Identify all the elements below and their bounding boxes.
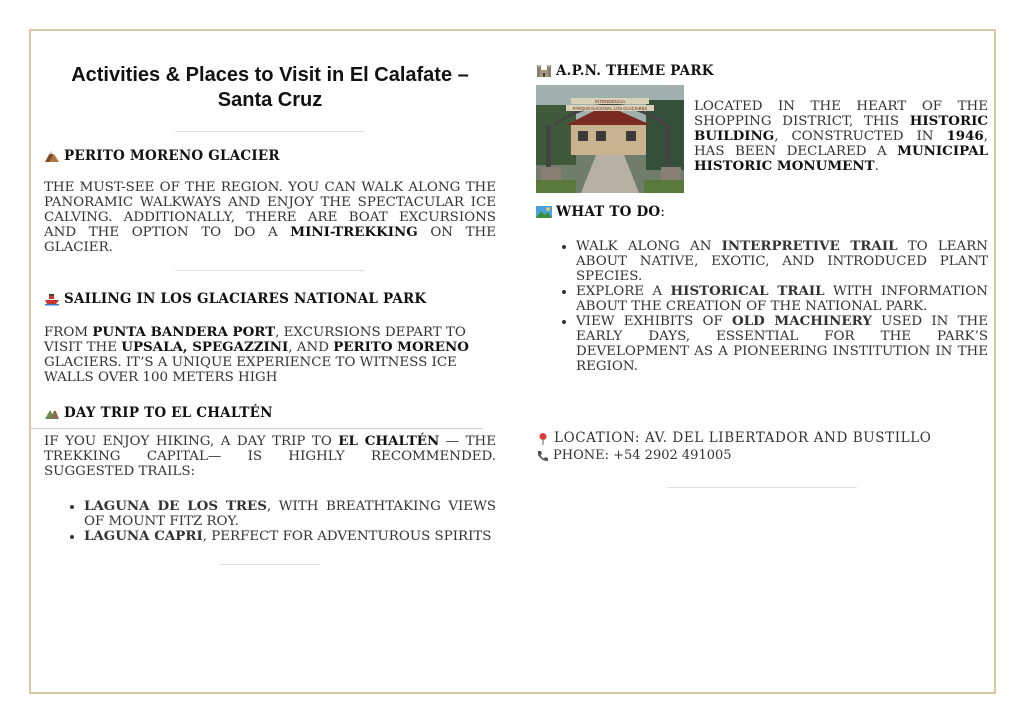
castle-icon [536,64,552,78]
section-heading-apn-theme-park [536,63,988,79]
page-title: Activities & Places to Visit in El Calafate – Santa Cruz [71,64,469,111]
photo-sign-text: PARQUE NACIONAL LOS GLACIARES [572,106,648,111]
section-heading-sailing [44,291,496,307]
theme-park-description: LOCATED IN THE HEART OF THE SHOPPING DISTRICT, THIS HISTORIC BUILDING, CONSTRUCTED IN 1946, HAS BEEN DECLARED A MUNICIPAL HISTORIC MONUMENT. [694,99,988,174]
location-line: LOCATION: AV. DEL LIBERTADOR AND BUSTILLO [536,430,988,447]
list-item: • VIEW EXHIBITS OF OLD MACHINERY USED IN THE EARLY DAYS, ESSENTIAL FOR THE PARK’S DEVELOPMENT AS A PIONEERING INSTITUTION IN THE REGION. [576,314,988,374]
phone-line: PHONE: +54 2902 491005 [536,447,732,464]
section-heading-text: A.P.N. THEME PARK [556,63,714,79]
list-item: • LAGUNA DE LOS TRES, WITH BREATHTAKING VIEWS OF MOUNT FITZ ROY. [84,499,496,529]
theme-park-photo [536,85,684,193]
divider [175,270,365,271]
document-page [29,29,996,694]
mountain-icon [44,406,60,420]
section-heading-text: SAILING IN LOS GLACIARES NATIONAL PARK [64,291,427,307]
perito-moreno-description: THE MUST-SEE OF THE REGION. YOU CAN WALK ALONG THE PANORAMIC WALKWAYS AND ENJOY THE SPECTACULAR ICE CALVING. ADDITIONALLY, THERE ARE BOAT EXCURSIONS AND THE OPTION TO DO A MINI-TREKKING ON THE GLACIER. [44,180,497,255]
ship-icon [44,292,60,306]
divider [31,428,483,429]
right-column [536,31,988,463]
landscape-icon [536,205,552,219]
location-pin-icon [536,432,550,446]
section-heading-text: WHAT TO DO [556,204,661,220]
el-chalten-description: IF YOU ENJOY HIKING, A DAY TRIP TO EL CHALTÉN — THE TREKKING CAPITAL— IS HIGHLY RECOMMENDED. SUGGESTED TRAILS: [44,433,496,479]
list-item: • EXPLORE A HISTORICAL TRAIL WITH INFORMATION ABOUT THE CREATION OF THE NATIONAL PARK. [576,284,988,314]
photo-sign-text: INTENDENCIA [594,99,626,104]
divider [667,487,857,488]
mountain-icon [44,149,60,163]
section-heading-perito-moreno [44,148,496,164]
list-item: • LAGUNA CAPRI, PERFECT FOR ADVENTUROUS SPIRITS [84,529,496,544]
section-heading-text: DAY TRIP TO EL CHALTÉN [64,405,273,421]
sailing-description: FROM PUNTA BANDERA PORT, EXCURSIONS DEPART TO VISIT THE UPSALA, SPEGAZZINI, AND PERITO MORENO GLACIERS. IT’S A UNIQUE EXPERIENCE TO WITNESS ICE WALLS OVER 100 METERS HIGH [44,324,469,385]
section-heading-what-to-do: WHAT TO DO: [536,204,665,220]
divider [175,131,365,132]
section-heading-text: PERITO MORENO GLACIER [64,148,280,164]
phone-icon [536,449,550,463]
left-column [44,31,496,565]
trail-list [44,499,496,544]
list-item: • WALK ALONG AN INTERPRETIVE TRAIL TO LEARN ABOUT NATIVE, EXOTIC, AND INTRODUCED PLANT SPECIES. [576,239,988,284]
what-to-do-list [536,239,988,374]
section-heading-el-chalten [44,405,496,421]
divider [220,564,320,565]
